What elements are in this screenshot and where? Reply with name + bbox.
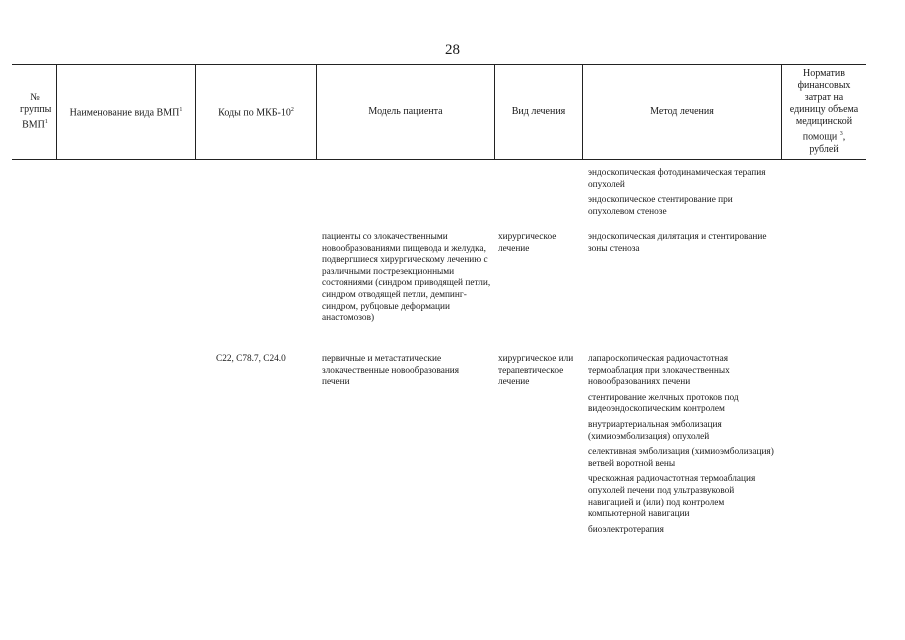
row2-patient-model: первичные и метастатические злокачественные новообразования печени (322, 354, 460, 388)
row1-treatment-method: эндоскопическая дилятация и стентирование зоны стеноза (588, 232, 767, 254)
method-item: селективная эмболизация (химиоэмболизация) ветвей воротной вены (588, 447, 774, 469)
header-group-number: № группы ВМП$^1$ (20, 92, 52, 131)
method-item: внутриартериальная эмболизация (химиоэмболизация) опухолей (588, 419, 722, 442)
row2-method-list (588, 354, 780, 540)
method-item: чрескожная радиочастотная термоаблация опухолей печени под ультразвуковой навигацией и (или) под контролем компьютерной навигации (588, 474, 756, 520)
method-item: биоэлектротерапия (588, 524, 664, 535)
page-number: 28 (445, 42, 460, 58)
method-item: стентирование желчных протоков под видеоэндоскопическим контролем (588, 392, 739, 415)
header-treatment-method: Метод лечения (650, 106, 714, 117)
header-icd-codes: Коды по МКБ-$10^2$ (218, 107, 294, 119)
method-list-continued (588, 168, 780, 222)
header-vmp-name: Наименование вида ВМП$^1$ (69, 107, 183, 119)
row2-treatment-type: хирургическое или терапевтическое лечение (498, 354, 574, 388)
header-patient-model: Модель пациента (368, 106, 443, 117)
row1-patient-model: пациенты со злокачественными новообразованиями пищевода и желудка, подвергшиеся хирургическому лечению с различными пострезекционными состояниями (синдром приводящей петли, синдром отводящей петли, демпинг-синдром, рубцовые деформации анастомозов) (322, 232, 491, 324)
method-item: лапароскопическая радиочастотная термоаблация при злокачественных новообразованиях печени (588, 354, 730, 388)
method-item: эндоскопическое стентирование при опухолевом стенозе (588, 195, 733, 217)
header-treatment-type: Вид лечения (511, 106, 566, 117)
row1-treatment-type: хирургическое лечение (498, 232, 557, 254)
header-cost-norm: Норматив финансовых затрат на единицу объема медицинской помощи $^3$, рублей (789, 68, 859, 155)
row2-icd-codes: C22, C78.7, C24.0 (216, 354, 286, 364)
method-item: эндоскопическая фотодинамическая терапия опухолей (588, 168, 766, 190)
